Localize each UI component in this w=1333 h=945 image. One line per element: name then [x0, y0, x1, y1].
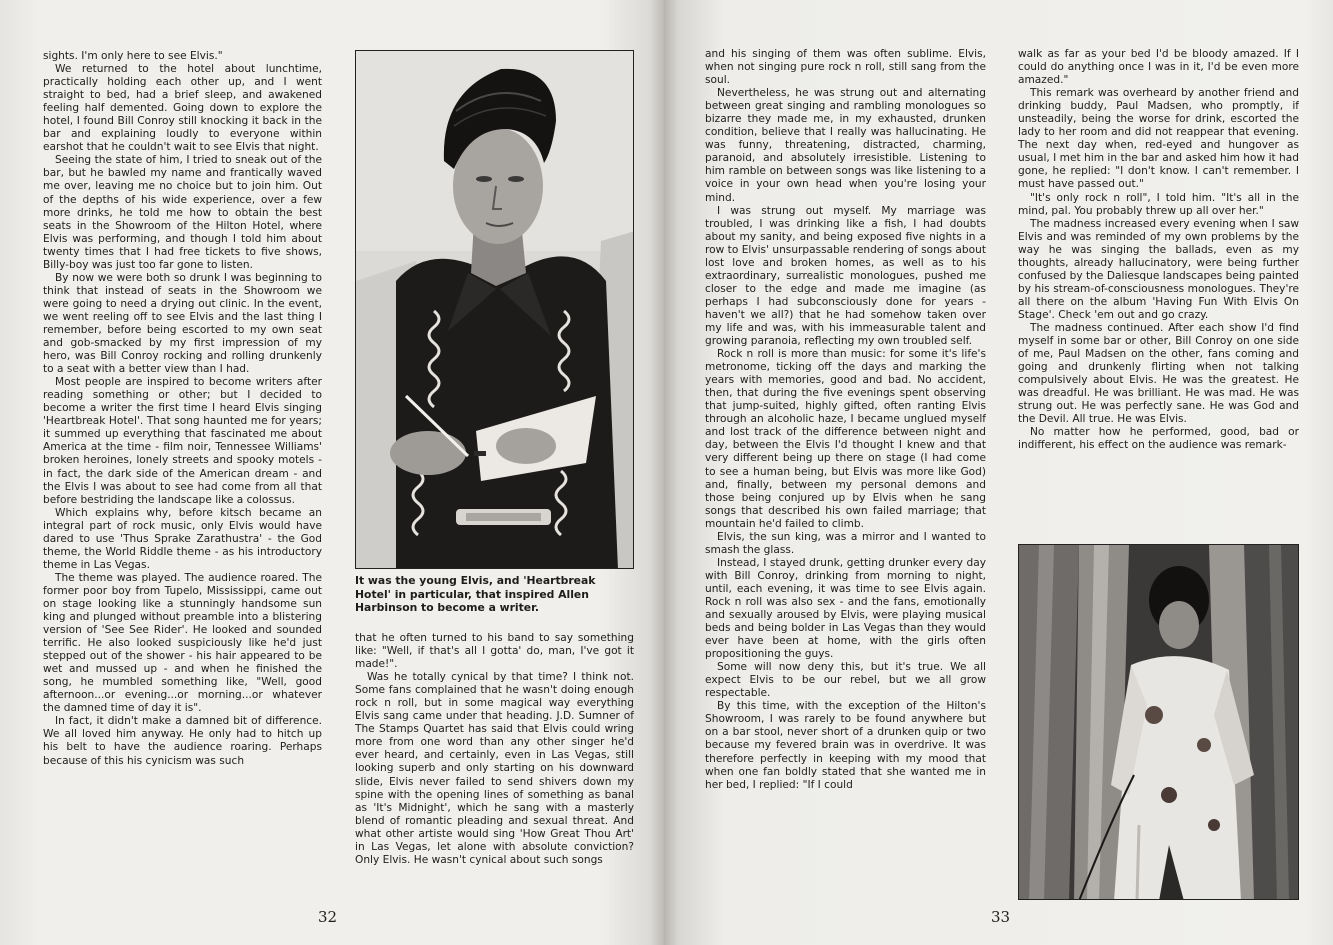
- paragraph: This remark was overheard by another friend and drinking buddy, Paul Madsen, who promptly, if unsteadily, being the worse for drink, escorted the lady to her room and did not reappear that evening. The next day when, red-eyed and hungover as usual, I met him in the bar and asked him how it had gone, he replied: "I don't know. I can't remember. I must have passed out.": [1018, 87, 1299, 191]
- paragraph: No matter how he performed, good, bad or indifferent, his effect on the audience was remark-: [1018, 426, 1299, 452]
- right-page-column-1: [705, 48, 986, 908]
- paragraph: Seeing the state of him, I tried to sneak out of the bar, but he bawled my name and frantically waved me over, leaving me no choice but to join him. Out of the depths of his wide experience, over a few more drinks, he told me how to obtain the best seats in the Showroom of the Hilton Hotel, where Elvis was performing, and though I told him about twenty times that I had free tickets to five shows, Billy-boy was just too far gone to listen.: [43, 154, 322, 271]
- paragraph: "It's only rock n roll", I told him. "It's all in the mind, pal. You probably threw up all over her.": [1018, 191, 1299, 217]
- left-page-column-2: [355, 632, 634, 908]
- paragraph: The madness increased every evening when I saw Elvis and was reminded of my own problems by the way he was singing the ballads, even as my thoughts, already hallucinatory, were being further confused by the Daliesque landscapes being painted by his stream-of-consciousness monologues. They're all there on the album 'Having Fun With Elvis On Stage'. Check 'em out and go crazy.: [1018, 217, 1299, 321]
- page-number: 33: [991, 908, 1011, 926]
- elvis-on-stage-photo: [1018, 544, 1299, 900]
- paragraph: Most people are inspired to become writers after reading something or other; but I decided to become a writer the first time I heard Elvis singing 'Heartbreak Hotel'. That song haunted me for years; it summed up everything that fascinated me about America at the time - film noir, Tennessee Williams' broken heroines, lonely streets and spooky motels - in fact, the dark side of the American dream - and the Elvis I was about to see had come from all that before bestriding the landscape like a colossus.: [43, 376, 322, 506]
- left-page: [0, 0, 664, 945]
- paragraph: By now we were both so drunk I was beginning to think that instead of seats in the Showroom we were going to need a drying out clinic. In the event, we went reeling off to see Elvis and the last thing I remember, before being escorted to my own seat and gob-smacked by my first impression of my hero, was Bill Conroy rocking and rolling drunkenly to a seat with a better view than I had.: [43, 271, 322, 376]
- paragraph: walk as far as your bed I'd be bloody amazed. If I could do anything once I was in it, I'd be even more amazed.": [1018, 48, 1299, 87]
- paragraph: that he often turned to his band to say something like: "Well, if that's all I gotta' do, man, I've got it made!".: [355, 632, 634, 671]
- paragraph: In fact, it didn't make a damned bit of difference. We all loved him anyway. He only had to hitch up his belt to have the audience roaring. Perhaps because of this his cynicism was such: [43, 715, 322, 767]
- paragraph: By this time, with the exception of the Hilton's Showroom, I was rarely to be found anywhere but on a bar stool, never short of a drunken quip or two because my fevered brain was in overdrive. It was therefore perfectly in keeping with my mood that when one fan boldly stated that she wanted me in her bed, I replied: "If I could: [705, 700, 986, 791]
- paragraph: Was he totally cynical by that time? I think not. Some fans complained that he wasn't doing enough rock n roll, but in some magical way everything Elvis sang came under that heading. J.D. Sumner of The Stamps Quartet has said that Elvis could wring more from one word than any other singer he'd ever heard, and certainly, even in Las Vegas, still looking superb and only starting on his downward slide, Elvis never failed to send shivers down my spine with the opening lines of something as banal as 'It's Midnight', which he sang with a masterly blend of romantic pleading and sexual threat. And what other artiste would sing 'How Great Thou Art' in Las Vegas, let alone with absolute conviction? Only Elvis. He wasn't cynical about such songs: [355, 671, 634, 866]
- paragraph: The theme was played. The audience roared. The former poor boy from Tupelo, Mississippi, came out on stage looking like a stunningly handsome sun king and plunged without preamble into a blistering version of 'See See Rider'. He looked and sounded terrific. He also looked suspiciously like he'd just stepped out of the shower - his hair appeared to be wet and mussed up - and when he finished the song, he mumbled something like, "Well, good afternoon...or evening...or morning...or whatever the damned time of day it is".: [43, 571, 322, 715]
- paragraph: Which explains why, before kitsch became an integral part of rock music, only Elvis would have dared to use 'Thus Sprake Zarathustra' - the God theme, the World Riddle theme - as his introductory theme in Las Vegas.: [43, 506, 322, 571]
- paragraph: and his singing of them was often sublime. Elvis, when not singing pure rock n roll, still sang from the soul.: [705, 48, 986, 87]
- young-elvis-photo: [355, 50, 634, 569]
- paragraph: We returned to the hotel about lunchtime, practically holding each other up, and I went straight to bed, had a brief sleep, and awakened feeling half demented. Going down to explore the hotel, I found Bill Conroy still knocking it back in the bar and explaining loudly to everyone within earshot that he couldn't wait to see Elvis that night.: [43, 63, 322, 154]
- paragraph: I was strung out myself. My marriage was troubled, I was drinking like a fish, I had doubts about my sanity, and being exposed five nights in a row to Elvis' unsurpassable rendering of songs about lost love and broken homes, as well as to his extraordinary, surrealistic monologues, pushed me closer to the edge and made me imagine (as perhaps I had subconsciously done for years - haven't we all?) that he had somehow taken over my life and was, with his immeasurable talent and growing paranoia, reflecting my own troubled self.: [705, 204, 986, 348]
- paragraph: sights. I'm only here to see Elvis.": [43, 50, 223, 62]
- paragraph: Instead, I stayed drunk, getting drunker every day with Bill Conroy, drinking from morning to night, until, each evening, it was time to see Elvis again. Rock n roll was also sex - and the fans, emotionally and sexually aroused by Elvis, were playing musical beds and being bolder in Las Vegas than they would ever have been at home, with the girls often propositioning the guys.: [705, 556, 986, 661]
- paragraph: Rock n roll is more than music: for some it's life's metronome, ticking off the days and marking the years with memories, good and bad. No accident, then, that during the five evenings spent observing that jump-suited, highly gifted, often ranting Elvis through an alcoholic haze, I became unglued myself and lost track of the difference between night and day, between the Elvis I'd thought I knew and that very different being up there on stage (I had come to see a human being, but Elvis was more like God) and, finally, between my personal demons and those being conjured up by Elvis when he sang songs that described his own failed marriage; that mountain he'd failed to climb.: [705, 348, 986, 530]
- paragraph: The madness continued. After each show I'd find myself in some bar or other, Bill Conroy on one side of me, Paul Madsen on the other, fans coming and going and drunkenly flirting when not talking compulsively about Elvis. He was the greatest. He was dreadful. He was brilliant. He was mad. He was strung out. He was perfectly sane. He was God and the Devil. All true. He was Elvis.: [1018, 321, 1299, 426]
- left-page-column-1: [43, 50, 322, 908]
- photo-caption: It was the young Elvis, and 'Heartbreak Hotel' in particular, that inspired Allen Harbinson to become a writer.: [355, 574, 596, 615]
- paragraph: Nevertheless, he was strung out and alternating between great singing and rambling monologues so bizarre they made me, in my exhausted, drunken condition, believe that I really was hallucinating. He was funny, threatening, distracted, charming, paranoid, and absolutely irresistible. Listening to him ramble on between songs was like listening to a voice in your own head when you're losing your mind.: [705, 87, 986, 204]
- paragraph: Some will now deny this, but it's true. We all expect Elvis to be our rebel, but we all grow respectable.: [705, 661, 986, 700]
- paragraph: Elvis, the sun king, was a mirror and I wanted to smash the glass.: [705, 530, 986, 556]
- right-page: [664, 0, 1333, 945]
- right-page-column-2: [1018, 48, 1299, 534]
- page-number: 32: [318, 908, 338, 926]
